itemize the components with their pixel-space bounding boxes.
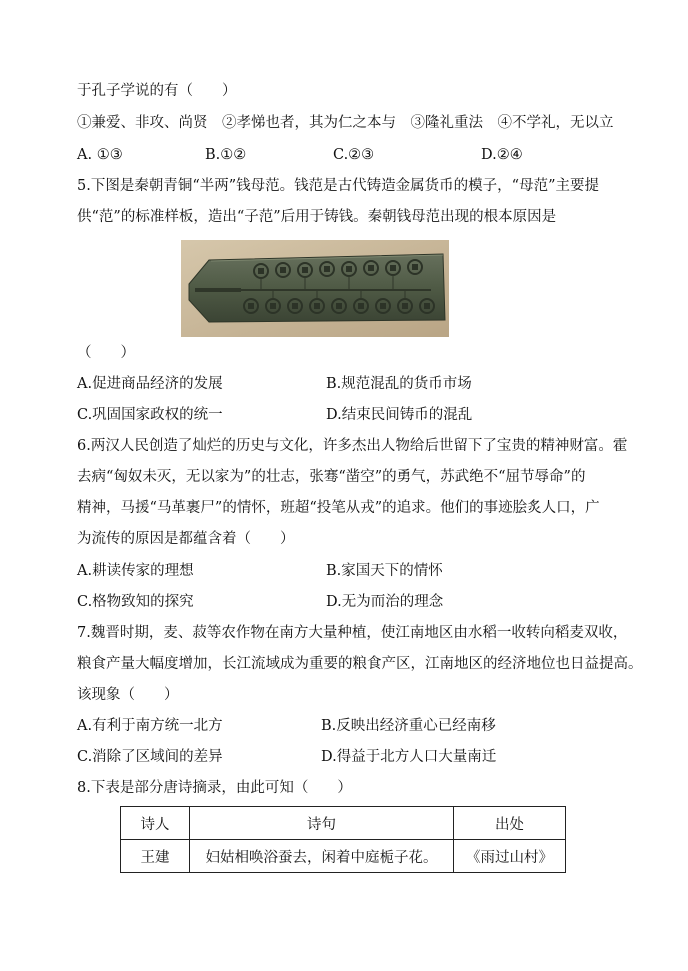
q6-stem-line-1: 6.两汉人民创造了灿烂的历史与文化，许多杰出人物给后世留下了宝贵的精神财富。霍 (77, 438, 628, 454)
q4-option-b: B.①② (205, 147, 247, 163)
q5-option-d: D.结束民间铸币的混乱 (326, 407, 473, 423)
q4-option-d: D.②④ (481, 147, 523, 163)
q7-option-d: D.得益于北方人口大量南迁 (321, 749, 497, 765)
table-header-poet: 诗人 (121, 807, 190, 840)
q5-option-b: B.规范混乱的货币市场 (326, 376, 472, 392)
q6-option-d: D.无为而治的理念 (326, 594, 444, 610)
q7-option-a: A.有利于南方统一北方 (77, 718, 223, 734)
q4-option-a: A. ①③ (77, 147, 123, 163)
q5-option-a: A.促进商品经济的发展 (77, 376, 223, 392)
q6-option-a: A.耕读传家的理想 (77, 563, 194, 579)
q8-stem: 8.下表是部分唐诗摘录，由此可知（ ） (77, 780, 352, 796)
q7-stem-line-2: 粮食产量大幅度增加，长江流域成为重要的粮食产区，江南地区的经济地位也日益提高。 (77, 656, 643, 672)
bronze-coin-mold-image (181, 240, 449, 337)
table-cell-source: 《雨过山村》 (454, 840, 566, 873)
q6-stem-line-2: 去病“匈奴未灭，无以家为”的壮志，张骞“凿空”的勇气，苏武绝不“屈节辱命”的 (77, 469, 586, 485)
q7-stem-line-1: 7.魏晋时期，麦、菽等农作物在南方大量种植，使江南地区由水稻一收转向稻麦双收， (77, 625, 628, 641)
q7-stem-line-3: 该现象（ ） (77, 687, 179, 703)
q7-option-c: C.消除了区域间的差异 (77, 749, 223, 765)
q6-stem-line-3: 精神，马援“马革裹尸”的情怀，班超“投笔从戎”的追求。他们的事迹脍炙人口，广 (77, 500, 600, 516)
q7-option-b: B.反映出经济重心已经南移 (321, 718, 496, 734)
q6-stem-line-4: 为流传的原因是都蕴含着（ ） (77, 531, 295, 547)
table-row (121, 840, 566, 873)
q5-option-c: C.巩固国家政权的统一 (77, 407, 223, 423)
table-header-row (121, 807, 566, 840)
table-cell-poet: 王建 (121, 840, 190, 873)
table-header-source: 出处 (454, 807, 566, 840)
q6-option-c: C.格物致知的探究 (77, 594, 194, 610)
q5-stem-line-2: 供“范”的标准样板，造出“子范”后用于铸钱。秦朝钱母范出现的根本原因是 (77, 209, 557, 225)
q4-statements: ①兼爱、非攻、尚贤 ②孝悌也者，其为仁之本与 ③隆礼重法 ④不学礼，无以立 (77, 115, 614, 131)
q4-option-c: C.②③ (333, 147, 375, 163)
q6-option-b: B.家国天下的情怀 (326, 563, 443, 579)
table-cell-verse: 妇姑相唤浴蚕去，闲着中庭栀子花。 (190, 840, 454, 873)
table-header-verse: 诗句 (190, 807, 454, 840)
tang-poem-table (120, 806, 566, 873)
q4-stem-tail: 于孔子学说的有（ ） (77, 83, 237, 99)
q5-stem-line-1: 5.下图是秦朝青铜“半两”钱母范。钱范是古代铸造金属货币的模子，“母范”主要提 (77, 178, 599, 194)
q5-answer-blank: （ ） (77, 345, 135, 361)
